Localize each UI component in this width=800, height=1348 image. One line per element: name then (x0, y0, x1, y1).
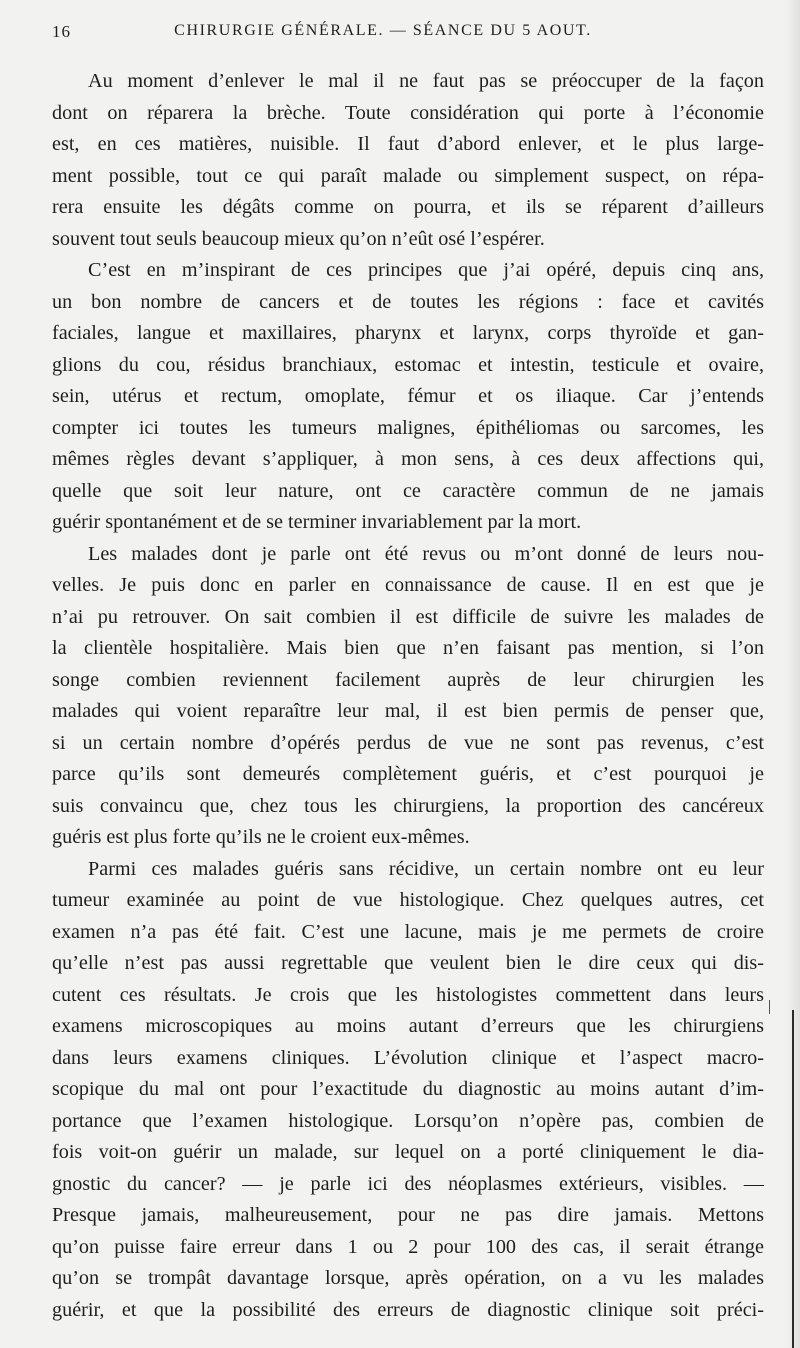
text-line: qu’on puisse faire erreur dans 1 ou 2 pour 100 des cas, il serait étrange (52, 1235, 764, 1258)
text-line: fois voit-on guérir un malade, sur lequel on a porté cliniquement le dia- (52, 1141, 764, 1163)
text-line: Les malades dont je parle ont été revus ou m’ont donné de leurs nou- (88, 542, 764, 565)
text-line: cutent ces résultats. Je crois que les histologistes commettent dans leurs (52, 983, 764, 1006)
text-line: C’est en m’inspirant de ces principes que j’ai opéré, depuis cinq ans, (88, 259, 764, 281)
page-number: 16 (52, 22, 71, 41)
text-line: suis convaincu que, chez tous les chirurgiens, la proportion des cancéreux (52, 794, 764, 817)
text-line: guérir spontanément et de se terminer invariablement par la mort. (52, 511, 582, 533)
text-line: songe combien reviennent facilement auprès de leur chirurgien les (52, 668, 764, 691)
text-line: parce qu’ils sont demeurés complètement guéris, et c’est pourquoi je (52, 763, 764, 785)
text-line: examen n’a pas été fait. C’est une lacune, mais je me permets de croire (52, 920, 764, 943)
text-line: mêmes règles devant s’appliquer, à mon sens, à ces deux affections qui, (52, 448, 764, 470)
text-line: ment possible, tout ce qui paraît malade ou simplement suspect, on répa- (52, 164, 764, 187)
running-header (52, 22, 714, 44)
text-line: compter ici toutes les tumeurs malignes, épithéliomas ou sarcomes, les (52, 416, 764, 439)
running-title: CHIRURGIE GÉNÉRALE. — SÉANCE DU 5 AOUT. (174, 22, 592, 39)
text-line: un bon nombre de cancers et de toutes les régions : face et cavités (52, 290, 764, 313)
text-line: Presque jamais, malheureusement, pour ne pas dire jamais. Mettons (52, 1204, 764, 1226)
body-text (52, 66, 764, 1326)
text-line: portance que l’examen histologique. Lorsqu’on n’opère pas, combien de (52, 1109, 764, 1132)
text-line: tumeur examinée au point de vue histologique. Chez quelques autres, cet (52, 889, 764, 911)
margin-mark (769, 1000, 770, 1014)
text-line: malades qui voient reparaître leur mal, il est bien permis de penser que, (52, 700, 764, 722)
text-line: quelle que soit leur nature, ont ce caractère commun de ne jamais (52, 479, 764, 502)
text-line: qu’elle n’est pas aussi regrettable que veulent bien le dire ceux qui dis- (52, 952, 764, 974)
text-line: Au moment d’enlever le mal il ne faut pas se préoccuper de la façon (88, 70, 764, 92)
text-line: qu’on se trompât davantage lorsque, après opération, on a vu les malades (52, 1267, 764, 1289)
text-line: sein, utérus et rectum, omoplate, fémur et os iliaque. Car j’entends (52, 385, 764, 407)
page-edge-line (792, 1010, 794, 1348)
text-line: dont on réparera la brèche. Toute considération qui porte à l’économie (52, 101, 764, 124)
text-line: la clientèle hospitalière. Mais bien que n’en faisant pas mention, si l’on (52, 637, 764, 659)
text-line: si un certain nombre d’opérés perdus de vue ne sont pas revenus, c’est (52, 731, 764, 754)
text-line: guérir, et que la possibilité des erreurs de diagnostic clinique soit préci- (52, 1298, 764, 1321)
text-line: dans leurs examens cliniques. L’évolution clinique et l’aspect macro- (52, 1046, 764, 1069)
text-line: gnostic du cancer? — je parle ici des néoplasmes extérieurs, visibles. — (52, 1172, 764, 1195)
text-line: est, en ces matières, nuisible. Il faut d’abord enlever, et le plus large- (52, 133, 764, 155)
text-line: faciales, langue et maxillaires, pharynx et larynx, corps thyroïde et gan- (52, 322, 764, 344)
text-line: glions du cou, résidus branchiaux, estomac et intestin, testicule et ovaire, (52, 353, 764, 376)
text-line: rera ensuite les dégâts comme on pourra, et ils se réparent d’ailleurs (52, 196, 764, 218)
text-line: Parmi ces malades guéris sans récidive, un certain nombre ont eu leur (88, 857, 764, 880)
text-line: velles. Je puis donc en parler en connaissance de cause. Il en est que je (52, 574, 764, 596)
text-line: souvent tout seuls beaucoup mieux qu’on n’eût osé l’espérer. (52, 227, 545, 250)
text-line: scopique du mal ont pour l’exactitude du diagnostic au moins autant d’im- (52, 1078, 764, 1100)
text-line: examens microscopiques au moins autant d’erreurs que les chirurgiens (52, 1015, 764, 1037)
text-line: n’ai pu retrouver. On sait combien il est difficile de suivre les malades de (52, 605, 764, 628)
text-line: guéris est plus forte qu’ils ne le croient eux-mêmes. (52, 826, 470, 848)
